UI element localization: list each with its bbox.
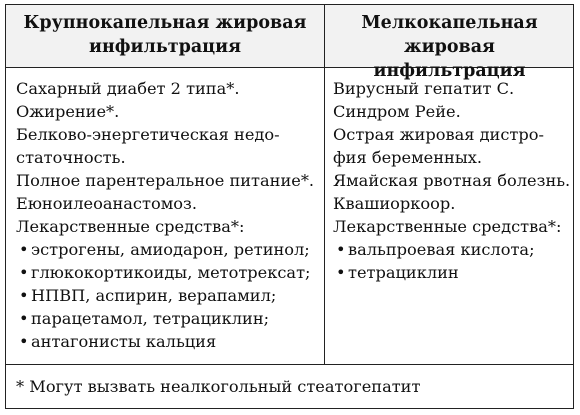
macrovesicular-list-item bbox=[16, 238, 316, 261]
header-microvesicular-line-1: Мелкокапельная bbox=[361, 13, 538, 33]
macrovesicular-causes-cell bbox=[16, 77, 316, 353]
table-header-row bbox=[6, 5, 573, 81]
bullet-icon: • bbox=[19, 332, 29, 351]
bullet-icon: • bbox=[19, 286, 29, 305]
macrovesicular-text-line: Ожирение*. bbox=[16, 102, 120, 121]
macrovesicular-list-item bbox=[16, 330, 316, 353]
column-divider bbox=[324, 5, 325, 364]
macrovesicular-list-item-text: глюкокортикоиды, метотрексат; bbox=[31, 263, 311, 282]
microvesicular-text-line: Синдром Рейе. bbox=[333, 102, 461, 121]
header-macrovesicular-line-2: инфильтрация bbox=[88, 37, 242, 57]
macrovesicular-text-line: Полное парентеральное питание*. bbox=[16, 171, 315, 190]
microvesicular-text-line: Квашиоркоор. bbox=[333, 194, 456, 213]
macrovesicular-list-item-text: антагонисты кальция bbox=[31, 332, 217, 351]
macrovesicular-list-item-text: НПВП, аспирин, верапамил; bbox=[31, 286, 277, 305]
header-microvesicular bbox=[326, 11, 573, 83]
microvesicular-text-line: Лекарственные средства*: bbox=[333, 217, 562, 236]
macrovesicular-text-line: Лекарственные средства*: bbox=[16, 217, 245, 236]
bullet-icon: • bbox=[19, 309, 29, 328]
macrovesicular-list-item-text: эстрогены, амиодарон, ретинол; bbox=[31, 240, 310, 259]
microvesicular-list-item-text: тетрациклин bbox=[348, 263, 459, 282]
macrovesicular-list-item-text: парацетамол, тетрациклин; bbox=[31, 309, 270, 328]
microvesicular-list-item-text: вальпроевая кислота; bbox=[348, 240, 535, 259]
macrovesicular-list-item bbox=[16, 261, 316, 284]
footnote: * Могут вызвать неалкогольный стеатогепатит bbox=[16, 377, 421, 396]
table-footer-row bbox=[6, 364, 573, 408]
macrovesicular-list-item bbox=[16, 307, 316, 330]
fatty-infiltration-table bbox=[5, 4, 574, 409]
header-macrovesicular-line-1: Крупнокапельная жировая bbox=[23, 13, 307, 33]
macrovesicular-text-line: статочность. bbox=[16, 148, 126, 167]
microvesicular-causes-cell bbox=[333, 77, 571, 284]
bullet-icon: • bbox=[19, 263, 29, 282]
macrovesicular-text-line: Еюноилеоанастомоз. bbox=[16, 194, 198, 213]
microvesicular-text-line: Ямайская рвотная болезнь. bbox=[333, 171, 571, 190]
microvesicular-text-line: Острая жировая дистро- bbox=[333, 125, 544, 144]
header-microvesicular-line-2: жировая инфильтрация bbox=[373, 37, 526, 81]
bullet-icon: • bbox=[336, 240, 346, 259]
microvesicular-text-line: Вирусный гепатит С. bbox=[333, 79, 515, 98]
bullet-icon: • bbox=[336, 263, 346, 282]
macrovesicular-text-line: Сахарный диабет 2 типа*. bbox=[16, 79, 240, 98]
microvesicular-list-item bbox=[333, 238, 565, 261]
header-macrovesicular bbox=[6, 11, 324, 59]
microvesicular-text-line: фия беременных. bbox=[333, 148, 482, 167]
macrovesicular-text-line: Белково-энергетическая недо- bbox=[16, 125, 280, 144]
macrovesicular-list-item bbox=[16, 284, 316, 307]
bullet-icon: • bbox=[19, 240, 29, 259]
microvesicular-list-item bbox=[333, 261, 565, 284]
